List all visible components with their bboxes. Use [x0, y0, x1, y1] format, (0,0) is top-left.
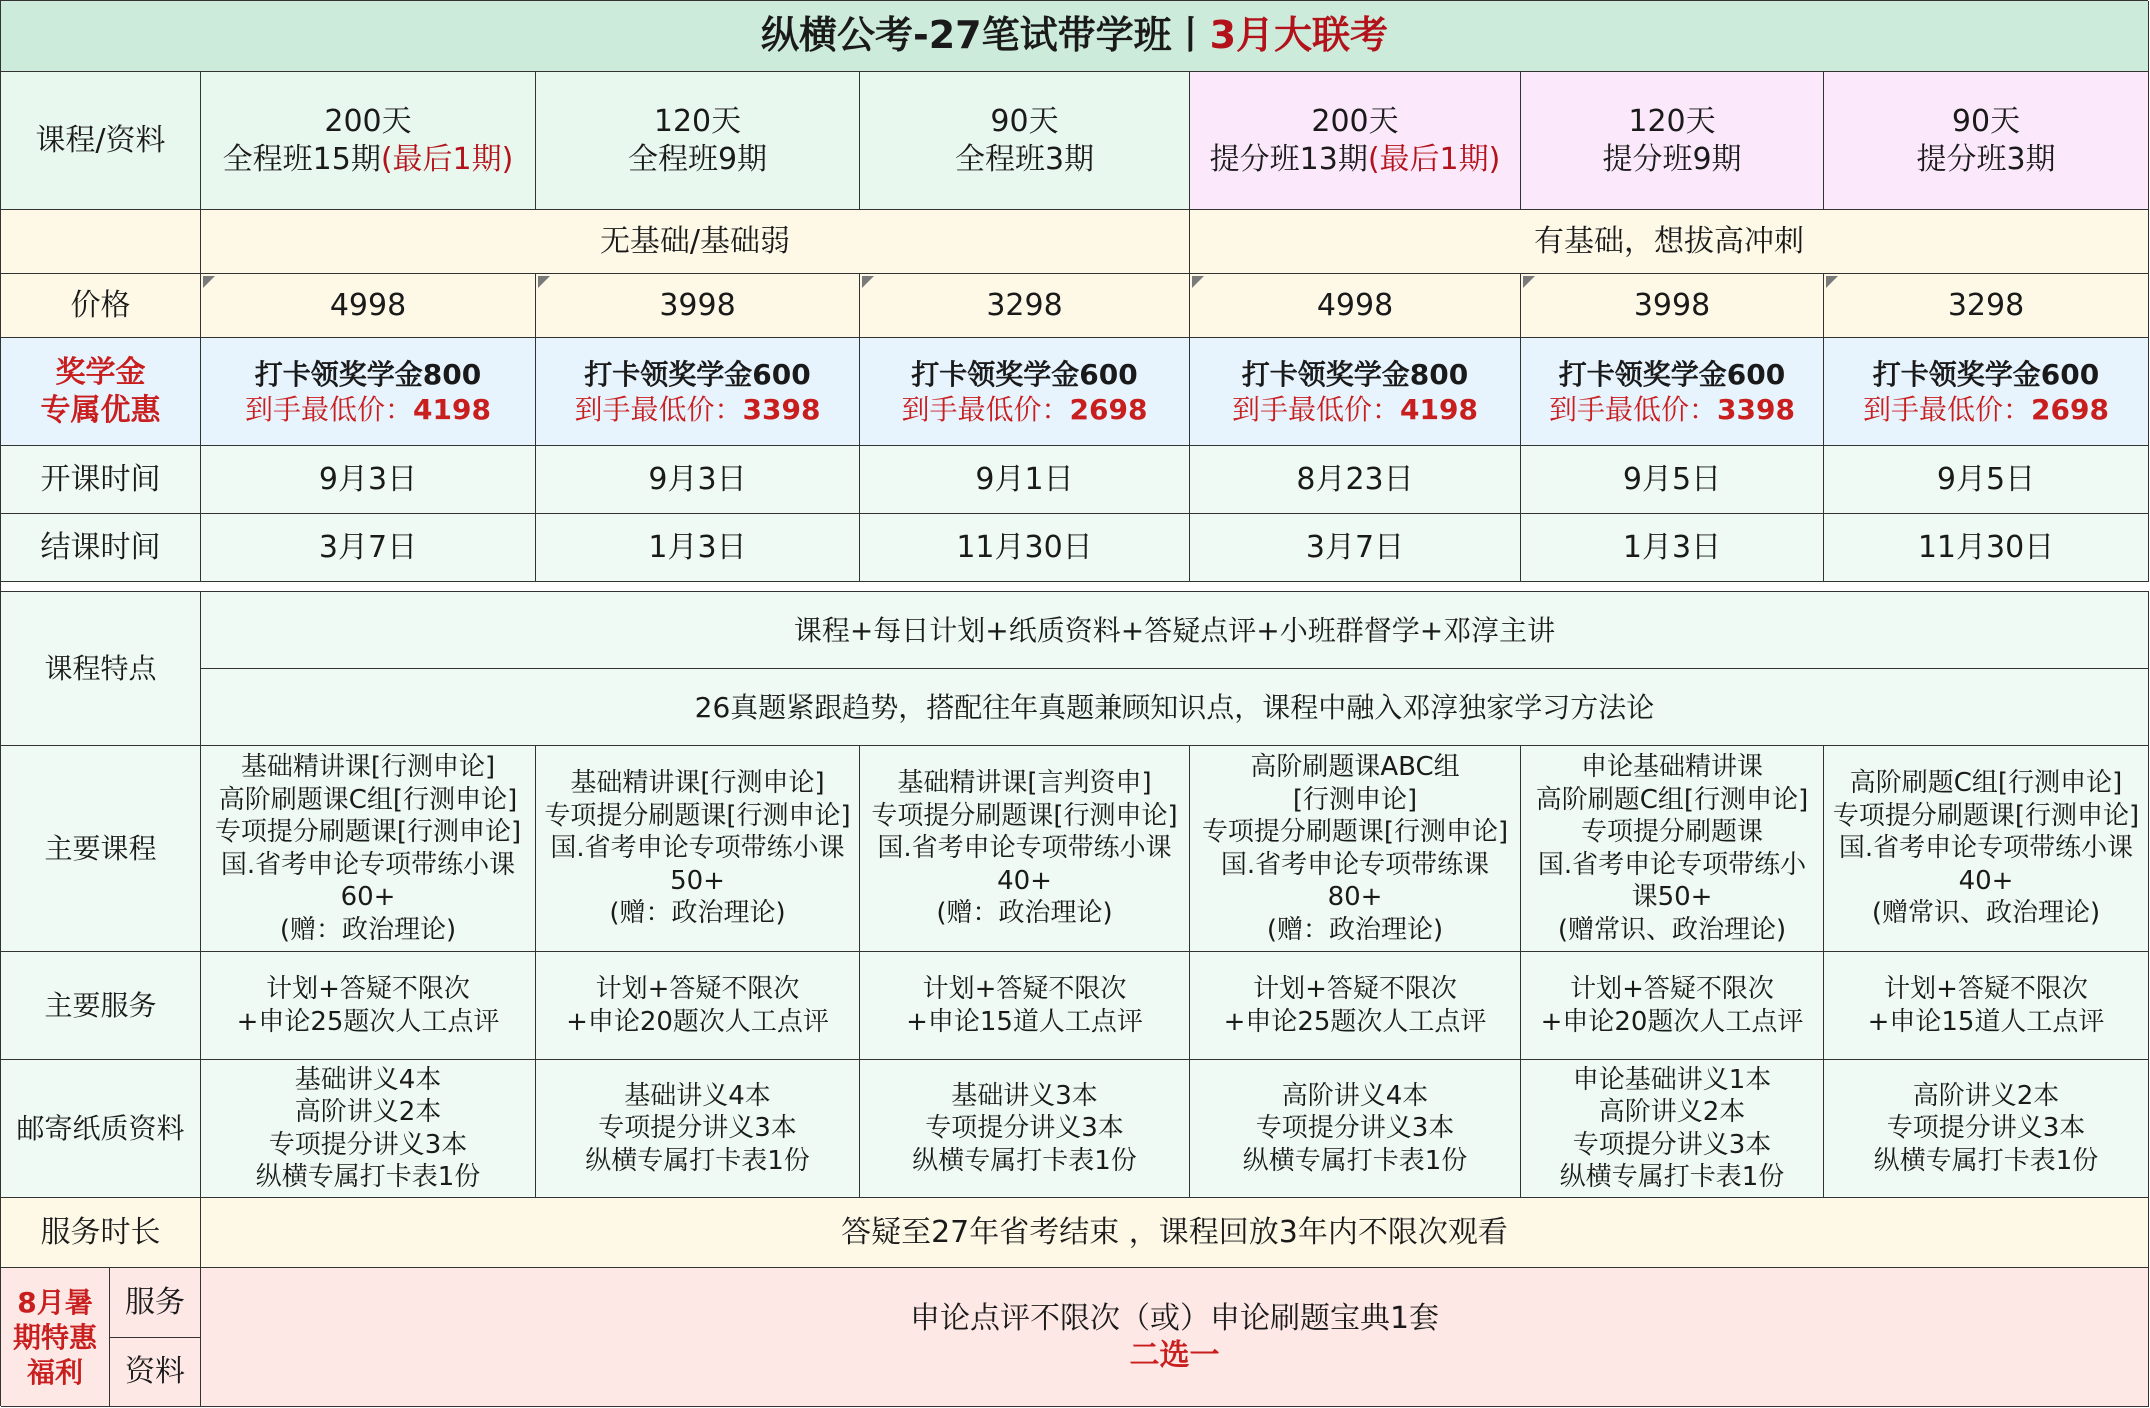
scholarship-amount: 打卡领奖学金800: [1241, 357, 1469, 391]
summer-material-label: 资料: [110, 1338, 201, 1407]
course-name-row: [1210, 141, 1501, 179]
course-days: 200天: [1311, 104, 1399, 139]
course-header-2: [536, 72, 860, 210]
price-cell-2: [536, 274, 860, 338]
main-course-line: (赠：政治理论): [279, 914, 457, 945]
course-header-6: [1824, 72, 2149, 210]
material-line: 专项提分讲义3本: [1255, 1113, 1455, 1144]
price-value: 3298: [1947, 287, 2025, 323]
main-course-line: 40+: [997, 865, 1052, 896]
group-advanced: 有基础，想拔高冲刺: [1190, 210, 2149, 274]
price-cell-5: [1521, 274, 1824, 338]
main-service-line: 计划+答疑不限次: [1570, 974, 1774, 1004]
main-service-line: +申论15道人工点评: [1867, 1006, 2105, 1037]
material-line: 基础讲义4本: [624, 1080, 771, 1111]
lowest-price-value: 3398: [742, 392, 821, 426]
main-course-line: 专项提分刷题课[行测申论]: [544, 800, 851, 831]
price-cell-6: [1824, 274, 2149, 338]
course-tag: (最后1期): [380, 141, 514, 177]
materials-cell-1: [201, 1060, 536, 1198]
start-date-value: 9月5日: [1936, 461, 2036, 497]
main-courses-cell-1: [201, 746, 536, 952]
end-date-value: 3月7日: [318, 529, 418, 565]
course-name: 全程班15期: [222, 141, 381, 177]
scholarship-amount: 打卡领奖学金600: [1872, 357, 2100, 391]
main-course-line: 基础精讲课[言判资申]: [897, 768, 1152, 799]
main-services-cell-3: [860, 952, 1190, 1060]
main-courses-label: 主要课程: [1, 746, 201, 952]
lowest-price-row: [1863, 392, 2109, 427]
start-date-2: [536, 446, 860, 514]
main-course-line: 国.省考申论专项带练小: [1537, 849, 1807, 880]
group-beginner: 无基础/基础弱: [201, 210, 1190, 274]
course-days: 200天: [324, 104, 412, 139]
main-course-line: 国.省考申论专项带练小课: [220, 849, 516, 880]
main-course-line: 基础精讲课[行测申论]: [570, 768, 825, 799]
end-date-value: 11月30日: [1917, 529, 2055, 565]
material-line: 纵横专属打卡表1份: [1242, 1145, 1468, 1176]
start-date-1: [201, 446, 536, 514]
price-value: 3998: [659, 287, 736, 323]
summer-label-line2: 期特惠: [12, 1320, 97, 1354]
main-course-line: 国.省考申论专项带练小课: [1838, 833, 2134, 864]
main-course-line: 专项提分刷题课[行测申论]: [1201, 817, 1509, 847]
material-line: 专项提分讲义3本: [1572, 1129, 1772, 1160]
end-date-5: [1521, 514, 1824, 582]
material-line: 专项提分讲义3本: [925, 1113, 1124, 1144]
header-label: 课程/资料: [1, 72, 201, 210]
lowest-price-value: 2698: [1069, 392, 1148, 426]
course-name-row: [1602, 141, 1741, 179]
main-service-line: 计划+答疑不限次: [595, 974, 800, 1004]
end-date-value: 1月3日: [1622, 529, 1722, 565]
title-main: 纵横公考-27笔试带学班丨: [760, 13, 1210, 58]
lowest-price-row: [245, 392, 491, 427]
summer-label-line1: 8月暑: [17, 1285, 93, 1319]
start-date-5: [1521, 446, 1824, 514]
main-course-line: 专项提分刷题课[行测申论]: [871, 800, 1178, 831]
main-courses-cell-3: [860, 746, 1190, 952]
course-header-1: [201, 72, 536, 210]
material-line: 申论基础讲义1本: [1572, 1064, 1772, 1095]
lowest-price-label: 到手最低价：: [245, 392, 414, 426]
main-course-line: (赠常识、政治理论): [1557, 914, 1787, 945]
course-header-4: [1190, 72, 1521, 210]
main-course-line: 专项提分刷题课: [1580, 817, 1763, 847]
summer-label-line3: 福利: [26, 1355, 83, 1389]
start-date-value: 9月5日: [1622, 461, 1722, 497]
main-courses-cell-6: [1824, 746, 2149, 952]
materials-cell-5: [1521, 1060, 1824, 1198]
main-course-line: 80+: [1327, 882, 1383, 912]
material-line: 纵横专属打卡表1份: [585, 1145, 810, 1176]
course-name: 提分班9期: [1602, 141, 1742, 177]
end-date-value: 3月7日: [1305, 529, 1405, 565]
scholarship-label-line1: 奖学金: [55, 355, 146, 390]
main-course-line: 基础精讲课[行测申论]: [240, 752, 496, 782]
features-label: 课程特点: [1, 592, 201, 746]
material-line: 高阶讲义4本: [1281, 1080, 1429, 1111]
course-name-row: [223, 141, 514, 179]
main-service-line: +申论20题次人工点评: [566, 1006, 829, 1037]
main-course-line: (赠常识、政治理论): [1871, 898, 2101, 929]
start-date-value: 9月1日: [975, 461, 1074, 497]
scholarship-cell-1: [201, 338, 536, 446]
price-cell-1: [201, 274, 536, 338]
features-line-2: 26真题紧跟趋势，搭配往年真题兼顾知识点，课程中融入邓淳独家学习方法论: [201, 669, 2149, 746]
course-name-row: [955, 141, 1094, 179]
start-date-6: [1824, 446, 2149, 514]
scholarship-cell-4: [1190, 338, 1521, 446]
lowest-price-value: 3398: [1717, 392, 1795, 426]
start-date-4: [1190, 446, 1521, 514]
material-line: 高阶讲义2本: [294, 1097, 442, 1127]
scholarship-amount: 打卡领奖学金800: [254, 357, 482, 391]
lowest-price-label: 到手最低价：: [1863, 392, 2032, 426]
end-date-3: [860, 514, 1190, 582]
material-line: 专项提分讲义3本: [1886, 1113, 2086, 1144]
price-value: 3298: [986, 287, 1063, 323]
duration-label: 服务时长: [1, 1198, 201, 1268]
course-name: 提分班13期: [1209, 141, 1368, 177]
course-name: 全程班9期: [627, 141, 768, 177]
lowest-price-label: 到手最低价：: [1549, 392, 1718, 426]
end-date-2: [536, 514, 860, 582]
price-cell-4: [1190, 274, 1521, 338]
start-date-3: [860, 446, 1190, 514]
scholarship-cell-3: [860, 338, 1190, 446]
summer-service-label: 服务: [110, 1268, 201, 1338]
scholarship-cell-5: [1521, 338, 1824, 446]
main-course-line: 课50+: [1631, 882, 1713, 912]
material-line: 基础讲义4本: [294, 1064, 442, 1095]
main-service-line: 计划+答疑不限次: [922, 974, 1127, 1004]
course-days: 120天: [653, 104, 742, 139]
main-services-cell-5: [1521, 952, 1824, 1060]
material-line: 专项提分讲义3本: [268, 1129, 468, 1160]
table-title: [1, 1, 2149, 72]
start-date-value: 9月3日: [318, 461, 418, 497]
materials-cell-4: [1190, 1060, 1521, 1198]
main-service-line: 计划+答疑不限次: [1884, 974, 2088, 1004]
title-highlight: 3月大联考: [1209, 13, 1389, 58]
group-label-empty: [1, 210, 201, 274]
course-days: 90天: [990, 104, 1059, 139]
main-services-label: 主要服务: [1, 952, 201, 1060]
lowest-price-value: 2698: [2031, 392, 2109, 426]
main-service-line: 计划+答疑不限次: [1253, 974, 1457, 1004]
main-services-cell-4: [1190, 952, 1521, 1060]
main-course-line: 高阶刷题C组[行测申论]: [1535, 784, 1809, 815]
main-course-line: 高阶刷题课ABC组: [1250, 752, 1460, 782]
main-services-cell-6: [1824, 952, 2149, 1060]
duration-text: 答疑至27年省考结束 ，课程回放3年内不限次观看: [201, 1198, 2149, 1268]
summer-benefit: [201, 1268, 2149, 1407]
end-label: 结课时间: [1, 514, 201, 582]
material-line: 纵横专属打卡表1份: [255, 1162, 481, 1192]
main-courses-cell-5: [1521, 746, 1824, 952]
material-line: 纵横专属打卡表1份: [1873, 1145, 2099, 1176]
main-courses-cell-4: [1190, 746, 1521, 952]
material-line: 基础讲义3本: [951, 1080, 1098, 1111]
materials-label: 邮寄纸质资料: [1, 1060, 201, 1198]
main-service-line: +申论15道人工点评: [906, 1006, 1143, 1037]
course-name-row: [1916, 141, 2055, 179]
material-line: 纵横专属打卡表1份: [912, 1145, 1137, 1176]
main-services-cell-2: [536, 952, 860, 1060]
end-date-value: 11月30日: [956, 529, 1093, 565]
scholarship-label: [1, 338, 201, 446]
scholarship-cell-2: [536, 338, 860, 446]
main-services-cell-1: [201, 952, 536, 1060]
price-cell-3: [860, 274, 1190, 338]
lowest-price-row: [575, 392, 821, 427]
price-value: 4998: [329, 287, 407, 323]
scholarship-cell-6: [1824, 338, 2149, 446]
price-label: 价格: [1, 274, 201, 338]
material-line: 高阶讲义2本: [1598, 1097, 1746, 1127]
main-course-line: 60+: [340, 882, 396, 912]
materials-cell-3: [860, 1060, 1190, 1198]
main-course-line: 高阶刷题课C组[行测申论]: [218, 784, 518, 815]
course-header-5: [1521, 72, 1824, 210]
lowest-price-row: [1232, 392, 1478, 427]
section-divider: [1, 582, 2149, 592]
main-service-line: +申论20题次人工点评: [1540, 1006, 1804, 1037]
course-days: 90天: [1951, 104, 2021, 139]
end-date-4: [1190, 514, 1521, 582]
lowest-price-value: 4198: [413, 392, 491, 426]
main-course-line: 国.省考申论专项带练小课: [550, 833, 845, 864]
start-date-value: 8月23日: [1296, 461, 1414, 497]
course-header-3: [860, 72, 1190, 210]
main-course-line: 40+: [1958, 865, 2014, 896]
scholarship-amount: 打卡领奖学金600: [584, 357, 811, 391]
course-name: 全程班3期: [954, 141, 1095, 177]
main-course-line: [行测申论]: [1292, 784, 1418, 815]
main-course-line: 专项提分刷题课[行测申论]: [1832, 800, 2140, 831]
lowest-price-label: 到手最低价：: [901, 392, 1070, 426]
materials-cell-6: [1824, 1060, 2149, 1198]
scholarship-label-line2: 专属优惠: [40, 392, 161, 428]
main-service-line: +申论25题次人工点评: [236, 1006, 500, 1037]
lowest-price-row: [902, 392, 1148, 427]
main-course-line: (赠：政治理论): [936, 898, 1113, 929]
course-name: 提分班3期: [1916, 141, 2056, 177]
end-date-1: [201, 514, 536, 582]
lowest-price-label: 到手最低价：: [574, 392, 743, 426]
lowest-price-label: 到手最低价：: [1232, 392, 1401, 426]
course-name-row: [628, 141, 767, 179]
main-service-line: +申论25题次人工点评: [1223, 1006, 1487, 1037]
material-line: 专项提分讲义3本: [598, 1113, 797, 1144]
materials-cell-2: [536, 1060, 860, 1198]
summer-benefit-choice: 二选一: [1129, 1338, 1220, 1373]
main-course-line: 申论基础精讲课: [1580, 752, 1763, 782]
main-course-line: 50+: [670, 865, 725, 896]
main-course-line: 国.省考申论专项带练小课: [877, 833, 1172, 864]
lowest-price-row: [1549, 392, 1795, 427]
start-label: 开课时间: [1, 446, 201, 514]
features-line-1: 课程+每日计划+纸质资料+答疑点评+小班群督学+邓淳主讲: [201, 592, 2149, 669]
scholarship-amount: 打卡领奖学金600: [911, 357, 1138, 391]
main-course-line: 高阶刷题C组[行测申论]: [1849, 768, 2123, 799]
main-course-line: (赠：政治理论): [1266, 914, 1444, 945]
material-line: 纵横专属打卡表1份: [1559, 1162, 1785, 1192]
end-date-6: [1824, 514, 2149, 582]
summer-label: [1, 1268, 110, 1407]
course-tag: (最后1期): [1367, 141, 1501, 177]
course-days: 120天: [1628, 104, 1716, 139]
summer-benefit-text: 申论点评不限次（或）申论刷题宝典1套: [909, 1300, 1440, 1336]
main-courses-cell-2: [536, 746, 860, 952]
price-value: 3998: [1633, 287, 1711, 323]
main-course-line: 专项提分刷题课[行测申论]: [214, 817, 522, 847]
main-course-line: (赠：政治理论): [609, 898, 786, 929]
material-line: 高阶讲义2本: [1912, 1080, 2060, 1111]
scholarship-amount: 打卡领奖学金600: [1558, 357, 1786, 391]
main-service-line: 计划+答疑不限次: [266, 974, 470, 1004]
lowest-price-value: 4198: [1400, 392, 1478, 426]
price-value: 4998: [1316, 287, 1394, 323]
start-date-value: 9月3日: [648, 461, 747, 497]
main-course-line: 国.省考申论专项带练课: [1220, 849, 1490, 880]
end-date-value: 1月3日: [648, 529, 747, 565]
